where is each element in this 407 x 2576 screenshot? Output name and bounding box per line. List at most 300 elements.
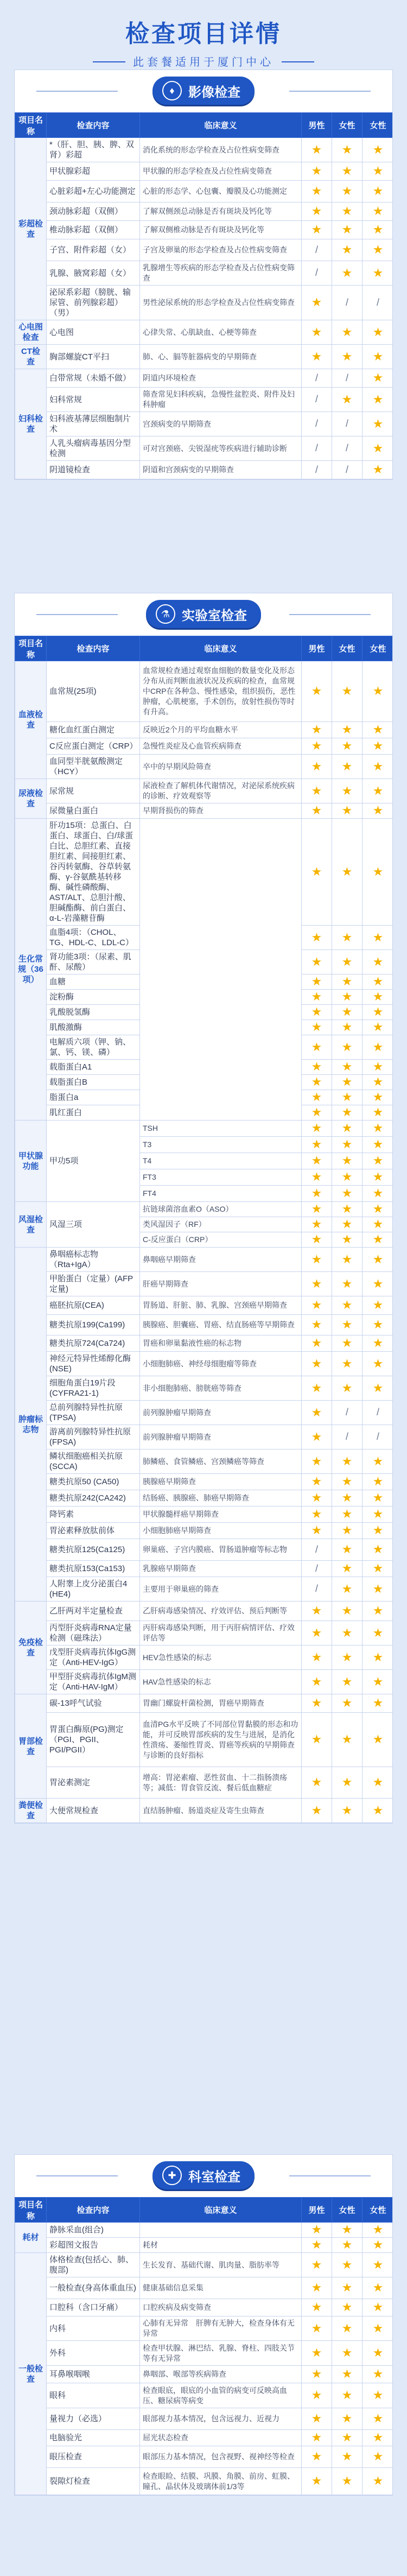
female-unmarried-mark <box>332 1767 363 1799</box>
slash-mark: / <box>345 442 348 453</box>
row-meaning: 肝癌早期筛查 <box>140 1272 302 1296</box>
row-meaning: TSH <box>140 1121 302 1137</box>
row-group: 免疫检查 <box>15 1602 47 1694</box>
row-item: 大便常规检查 <box>47 1799 140 1823</box>
star-icon: ★ <box>311 2367 322 2381</box>
star-icon: ★ <box>341 1186 353 1200</box>
row-meaning: 急慢性炎症及心血管疾病筛查 <box>140 738 302 755</box>
table-header-row <box>15 636 393 661</box>
row-item: 载脂蛋白A1 <box>47 1060 140 1075</box>
female-married-mark <box>363 1490 393 1507</box>
section-title-badge <box>152 2161 255 2189</box>
col-header-female-married: 女性 <box>363 113 393 138</box>
table-row <box>15 755 393 779</box>
table-row <box>15 1507 393 1523</box>
col-header-group: 项目名称 <box>15 636 47 661</box>
table-row <box>15 1561 393 1577</box>
row-item: 甲状腺彩超 <box>47 162 140 181</box>
female-married-mark <box>363 412 393 436</box>
star-icon: ★ <box>372 349 384 363</box>
male-mark <box>302 1296 332 1315</box>
male-mark <box>302 181 332 202</box>
male-mark <box>302 2366 332 2383</box>
star-icon: ★ <box>341 1298 353 1312</box>
row-item: 降钙素 <box>47 1507 140 1523</box>
table-row <box>15 261 393 286</box>
page-subtitle: 此套餐适用于厦门中心 <box>133 53 274 69</box>
female-unmarried-mark <box>332 412 363 436</box>
row-item: *（肝、胆、胰、脾、双肾）彩超 <box>47 138 140 162</box>
star-icon: ★ <box>341 803 353 817</box>
star-icon: ★ <box>311 223 322 236</box>
male-mark <box>302 162 332 181</box>
female-married-mark <box>363 2316 393 2341</box>
row-item: 一般检查(身高体重血压) <box>47 2277 140 2299</box>
star-icon: ★ <box>341 1318 353 1331</box>
female-married-mark <box>363 221 393 239</box>
row-item: 血糖 <box>47 974 140 990</box>
star-icon: ★ <box>372 2257 384 2271</box>
star-icon: ★ <box>372 739 384 752</box>
star-icon: ★ <box>372 1581 384 1596</box>
female-unmarried-mark <box>332 162 363 181</box>
table-row <box>15 1621 393 1645</box>
star-icon: ★ <box>311 1625 322 1640</box>
female-married-mark <box>363 2238 393 2253</box>
female-unmarried-mark <box>332 461 363 479</box>
female-married-mark <box>363 1005 393 1020</box>
male-mark <box>302 2223 332 2238</box>
star-icon: ★ <box>372 1060 384 1073</box>
slash-mark: / <box>315 267 318 278</box>
row-group: 肿瘤标志物 <box>15 1248 47 1602</box>
row-meaning: 胃幽门螺旋杆菌检测，胃癌早期筛查 <box>140 1694 302 1713</box>
female-unmarried-mark <box>332 2383 363 2408</box>
col-header-meaning: 临床意义 <box>140 2198 302 2223</box>
row-item: 心脏彩超+左心功能测定 <box>47 181 140 202</box>
col-header-male: 男性 <box>302 113 332 138</box>
female-unmarried-mark <box>332 1248 363 1272</box>
star-icon: ★ <box>311 142 322 156</box>
female-unmarried-mark <box>332 1450 363 1474</box>
star-icon: ★ <box>372 2474 384 2488</box>
col-header-female-unmarried: 女性 <box>332 636 363 661</box>
male-mark <box>302 974 332 990</box>
slash-mark: / <box>376 296 379 308</box>
row-group: 尿液检查 <box>15 779 47 819</box>
male-mark <box>302 412 332 436</box>
female-married-mark <box>363 1169 393 1186</box>
star-icon: ★ <box>341 1775 353 1789</box>
slash-mark: / <box>345 296 348 308</box>
row-meaning <box>140 2223 302 2238</box>
star-icon: ★ <box>311 1429 322 1444</box>
female-unmarried-mark <box>332 1272 363 1296</box>
table-row <box>15 320 393 345</box>
male-mark <box>302 1153 332 1169</box>
star-icon: ★ <box>311 2412 322 2425</box>
star-icon: ★ <box>341 974 353 988</box>
row-item: 静脉采血(组合) <box>47 2223 140 2238</box>
star-icon: ★ <box>311 1202 322 1216</box>
star-icon: ★ <box>372 1318 384 1331</box>
female-married-mark <box>363 2366 393 2383</box>
star-icon: ★ <box>341 2281 353 2294</box>
male-mark <box>302 1137 332 1153</box>
row-item: 糖类抗原724(Ca724) <box>47 1336 140 1352</box>
row-item: 妇科液基薄层细胞制片术 <box>47 412 140 436</box>
star-icon: ★ <box>341 1154 353 1167</box>
female-married-mark <box>363 1767 393 1799</box>
female-married-mark <box>363 1621 393 1645</box>
row-item: 血同型半胱氨酸测定（HCY） <box>47 755 140 779</box>
female-married-mark <box>363 926 393 950</box>
row-meaning: 可对宫颈癌、尖锐湿疣等疾病进行辅助诊断 <box>140 436 302 461</box>
star-icon: ★ <box>311 2431 322 2444</box>
star-icon: ★ <box>311 739 322 752</box>
star-icon: ★ <box>311 1040 322 1054</box>
table-row <box>15 1272 393 1296</box>
star-icon: ★ <box>341 1674 353 1688</box>
female-unmarried-mark <box>332 138 363 162</box>
row-meaning: 卒中的早期风险筛查 <box>140 755 302 779</box>
star-icon: ★ <box>311 2388 322 2402</box>
row-meaning: 胃癌和卵巢黏液性癌的标志物 <box>140 1336 302 1352</box>
female-unmarried-mark <box>332 1020 363 1035</box>
female-unmarried-mark <box>332 2446 363 2468</box>
slash-mark: / <box>345 1407 348 1417</box>
slash-mark: / <box>345 464 348 475</box>
female-unmarried-mark <box>332 1621 363 1645</box>
male-mark <box>302 1315 332 1336</box>
star-icon: ★ <box>341 223 353 236</box>
female-married-mark <box>363 1425 393 1450</box>
slash-mark: / <box>315 1583 318 1594</box>
female-married-mark <box>363 2446 393 2468</box>
female-married-mark <box>363 1105 393 1121</box>
checkup-table <box>15 112 393 479</box>
female-married-mark <box>363 1248 393 1272</box>
table-row <box>15 2341 393 2366</box>
row-meaning: 检查甲状腺、淋巴结、乳腺、脊柱、四肢关节等有无异常 <box>140 2341 302 2366</box>
row-item: 戊型肝炎病毒抗体IgG测定（Anti-HEV-IgG） <box>47 1645 140 1670</box>
row-item: 胸部螺旋CT平扫 <box>47 345 140 369</box>
row-item: 口腔科（含口牙痛） <box>47 2299 140 2316</box>
female-married-mark <box>363 1217 393 1232</box>
star-icon: ★ <box>372 184 384 198</box>
star-icon: ★ <box>341 1217 353 1231</box>
row-meaning: 丙肝病毒感染判断，用于丙肝病情评估、疗效评估等 <box>140 1621 302 1645</box>
male-mark <box>302 1577 332 1602</box>
table-row <box>15 1577 393 1602</box>
col-header-meaning: 临床意义 <box>140 636 302 661</box>
star-icon: ★ <box>372 2367 384 2381</box>
star-icon: ★ <box>372 2412 384 2425</box>
star-icon: ★ <box>311 1604 322 1617</box>
female-married-mark <box>363 1474 393 1490</box>
male-mark <box>302 1767 332 1799</box>
star-icon: ★ <box>341 142 353 156</box>
female-married-mark <box>363 1315 393 1336</box>
row-meaning: FT4 <box>140 1186 302 1202</box>
female-married-mark <box>363 1561 393 1577</box>
star-icon: ★ <box>341 1625 353 1640</box>
female-unmarried-mark <box>332 369 363 388</box>
row-meaning: 了解双侧颈总动脉是否有斑块及钙化等 <box>140 202 302 221</box>
row-meaning: 早期肾损伤的筛查 <box>140 803 302 819</box>
star-icon: ★ <box>341 1803 353 1817</box>
table-row <box>15 1202 393 1217</box>
star-icon: ★ <box>341 1507 353 1521</box>
table-row <box>15 1248 393 1272</box>
row-meaning: 眼部视力基本情况，包含远视力、近视力 <box>140 2408 302 2430</box>
star-icon: ★ <box>372 1604 384 1617</box>
star-icon: ★ <box>311 1005 322 1018</box>
female-unmarried-mark <box>332 1507 363 1523</box>
star-icon: ★ <box>372 2450 384 2463</box>
male-mark <box>302 2383 332 2408</box>
row-item: 眼压检查 <box>47 2446 140 2468</box>
table-row <box>15 1523 393 1539</box>
row-item: 碳-13呼气试验 <box>47 1694 140 1713</box>
row-meaning: 前列腺肿瘤早期筛查 <box>140 1425 302 1450</box>
star-icon: ★ <box>372 1202 384 1216</box>
female-unmarried-mark <box>332 2277 363 2299</box>
female-unmarried-mark <box>332 286 363 320</box>
table-row <box>15 1376 393 1401</box>
star-icon: ★ <box>311 1298 322 1312</box>
male-mark <box>302 1621 332 1645</box>
row-item: 脂蛋白a <box>47 1090 140 1105</box>
row-item: 泌尿系彩超（膀胱、输尿管、前列腺彩超）（男） <box>47 286 140 320</box>
star-icon: ★ <box>372 1137 384 1151</box>
female-unmarried-mark <box>332 950 363 974</box>
row-item: 血脂4项：（CHOL、TG、HDL-C、LDL-C） <box>47 926 140 950</box>
star-icon: ★ <box>311 759 322 773</box>
star-icon: ★ <box>372 1775 384 1789</box>
row-item: 淀粉酶 <box>47 990 140 1005</box>
slash-mark: / <box>345 1431 348 1442</box>
col-header-female-unmarried: 女性 <box>332 113 363 138</box>
row-meaning: 增高：胃泌素瘤、恶性贫血、十二指肠溃疡等；减低：胃食管反流、餐后低血糖症 <box>140 1767 302 1799</box>
table-row <box>15 1352 393 1376</box>
male-mark <box>302 1186 332 1202</box>
female-married-mark <box>363 388 393 412</box>
star-icon: ★ <box>341 2367 353 2381</box>
star-icon: ★ <box>372 2300 384 2314</box>
row-meaning: 卵巢癌、子宫内膜癌、胃肠道肿瘤等标志物 <box>140 1539 302 1561</box>
row-item: 甲型肝炎病毒抗体IgM测定（Anti-HAV-IgM） <box>47 1670 140 1694</box>
star-icon: ★ <box>311 1090 322 1104</box>
star-icon: ★ <box>311 723 322 736</box>
star-icon: ★ <box>311 2346 322 2359</box>
male-mark <box>302 2468 332 2495</box>
male-mark <box>302 1425 332 1450</box>
section-header <box>15 2155 392 2197</box>
female-unmarried-mark <box>332 345 363 369</box>
star-icon: ★ <box>311 325 322 339</box>
female-unmarried-mark <box>332 181 363 202</box>
male-mark <box>302 1376 332 1401</box>
female-unmarried-mark <box>332 1645 363 1670</box>
table-row <box>15 2238 393 2253</box>
table-row <box>15 722 393 738</box>
female-married-mark <box>363 1121 393 1137</box>
row-meaning: HEV急性感染的标志 <box>140 1645 302 1670</box>
star-icon: ★ <box>311 930 322 944</box>
female-unmarried-mark <box>332 738 363 755</box>
star-icon: ★ <box>341 2412 353 2425</box>
row-item: 糖类抗原125(Ca125) <box>47 1539 140 1561</box>
female-married-mark <box>363 1060 393 1075</box>
row-item: 胃泌素测定 <box>47 1767 140 1799</box>
star-icon: ★ <box>311 2450 322 2463</box>
star-icon: ★ <box>341 723 353 736</box>
male-mark <box>302 1602 332 1621</box>
female-unmarried-mark <box>332 1401 363 1425</box>
table-row <box>15 661 393 722</box>
female-married-mark <box>363 2253 393 2277</box>
star-icon: ★ <box>311 1105 322 1119</box>
male-mark <box>302 1694 332 1713</box>
male-mark <box>302 722 332 738</box>
female-married-mark <box>363 803 393 819</box>
row-meaning: 乳腺癌早期筛查 <box>140 1561 302 1577</box>
star-icon: ★ <box>341 2450 353 2463</box>
star-icon: ★ <box>311 684 322 698</box>
col-header-group: 项目名称 <box>15 113 47 138</box>
page-header <box>0 0 407 66</box>
star-icon: ★ <box>341 2431 353 2444</box>
star-icon: ★ <box>311 1075 322 1088</box>
table-row <box>15 286 393 320</box>
row-item: 甲胎蛋白（定量）(AFP定量) <box>47 1272 140 1296</box>
male-mark <box>302 1336 332 1352</box>
star-icon: ★ <box>372 1020 384 1034</box>
star-icon: ★ <box>341 2321 353 2335</box>
male-mark <box>302 2238 332 2253</box>
star-icon: ★ <box>341 2238 353 2251</box>
female-married-mark <box>363 2430 393 2446</box>
section-header <box>15 593 392 636</box>
star-icon: ★ <box>341 2223 353 2236</box>
female-unmarried-mark <box>332 1713 363 1767</box>
star-icon: ★ <box>311 1507 322 1521</box>
female-married-mark <box>363 1602 393 1621</box>
female-unmarried-mark <box>332 2253 363 2277</box>
section-title-badge <box>152 77 255 105</box>
male-mark <box>302 239 332 261</box>
row-item: 眼科 <box>47 2383 140 2408</box>
female-married-mark <box>363 1523 393 1539</box>
female-married-mark <box>363 2468 393 2495</box>
female-unmarried-mark <box>332 2316 363 2341</box>
female-married-mark <box>363 1202 393 1217</box>
male-mark <box>302 926 332 950</box>
slash-mark: / <box>315 464 318 475</box>
star-icon: ★ <box>311 954 322 969</box>
row-item: 游离前列腺特异性抗原(FPSA) <box>47 1425 140 1450</box>
star-icon: ★ <box>311 349 322 363</box>
male-mark <box>302 661 332 722</box>
section-3 <box>14 2154 393 2496</box>
row-meaning: 血常规检查通过观察血细胞的数量变化及形态分布从而判断血液状况及疾病的检查，血常规中CRP在各种急、慢性感染，组织损伤，恶性肿瘤，心肌梗塞，手术创伤，放射性损伤等时有升高。 <box>140 661 302 722</box>
table-header-row <box>15 113 393 138</box>
female-unmarried-mark <box>332 1005 363 1020</box>
row-meaning: 鼻咽部、喉部等疾病筛查 <box>140 2366 302 2383</box>
female-unmarried-mark <box>332 755 363 779</box>
female-married-mark <box>363 1272 393 1296</box>
row-group: 彩超检查 <box>15 138 47 320</box>
section-title: 实验室检查 <box>182 608 247 623</box>
star-icon: ★ <box>311 1381 322 1395</box>
star-icon: ★ <box>311 2300 322 2314</box>
male-mark <box>302 738 332 755</box>
star-icon: ★ <box>372 1298 384 1312</box>
star-icon: ★ <box>372 1154 384 1167</box>
table-row <box>15 2446 393 2468</box>
female-married-mark <box>363 1450 393 1474</box>
row-meaning: 男性泌尿系统的形态学检查及占位性病变筛查 <box>140 286 302 320</box>
table-row <box>15 1490 393 1507</box>
star-icon: ★ <box>372 463 384 476</box>
star-icon: ★ <box>341 1381 353 1395</box>
star-icon: ★ <box>341 1542 353 1556</box>
row-group: 粪便检查 <box>15 1799 47 1823</box>
table-row <box>15 2253 393 2277</box>
row-meaning: 肺鳞癌、食管鳞癌、宫颈鳞癌等筛查 <box>140 1450 302 1474</box>
female-unmarried-mark <box>332 1232 363 1248</box>
row-group: 心电图检查 <box>15 320 47 345</box>
male-mark <box>302 1035 332 1060</box>
row-item: 心电图 <box>47 320 140 345</box>
table-row <box>15 1336 393 1352</box>
female-married-mark <box>363 2299 393 2316</box>
row-item: 人乳头瘤病毒基因分型检测 <box>47 436 140 461</box>
star-icon: ★ <box>372 204 384 218</box>
male-mark <box>302 803 332 819</box>
table-row <box>15 388 393 412</box>
star-icon: ★ <box>341 164 353 178</box>
row-meaning: 乳腺增生等疾病的形态学检查及占位性病变筛查 <box>140 261 302 286</box>
row-meaning: 结肠癌、胰腺癌、肺癌早期筛查 <box>140 1490 302 1507</box>
row-item: 鼻咽癌标志物（Rta+IgA） <box>47 1248 140 1272</box>
section-title: 影像检查 <box>188 85 240 100</box>
section-title: 科室检查 <box>188 2169 240 2185</box>
row-meaning: 类风湿因子（RF） <box>140 1217 302 1232</box>
star-icon: ★ <box>341 2388 353 2402</box>
row-meaning: 耗材 <box>140 2238 302 2253</box>
table-row <box>15 2299 393 2316</box>
star-icon: ★ <box>341 684 353 698</box>
female-unmarried-mark <box>332 2341 363 2366</box>
table-row <box>15 2277 393 2299</box>
star-icon: ★ <box>372 164 384 178</box>
row-item: 神经元特异性烯醇化酶(NSE) <box>47 1352 140 1376</box>
female-unmarried-mark <box>332 1425 363 1450</box>
star-icon: ★ <box>311 1775 322 1789</box>
male-mark <box>302 2253 332 2277</box>
table-row <box>15 1799 393 1823</box>
col-header-item: 检查内容 <box>47 636 140 661</box>
female-married-mark <box>363 1153 393 1169</box>
col-header-item: 检查内容 <box>47 113 140 138</box>
star-icon: ★ <box>372 990 384 1003</box>
female-unmarried-mark <box>332 1523 363 1539</box>
star-icon: ★ <box>341 1276 353 1290</box>
star-icon: ★ <box>372 325 384 339</box>
table-row <box>15 819 393 926</box>
